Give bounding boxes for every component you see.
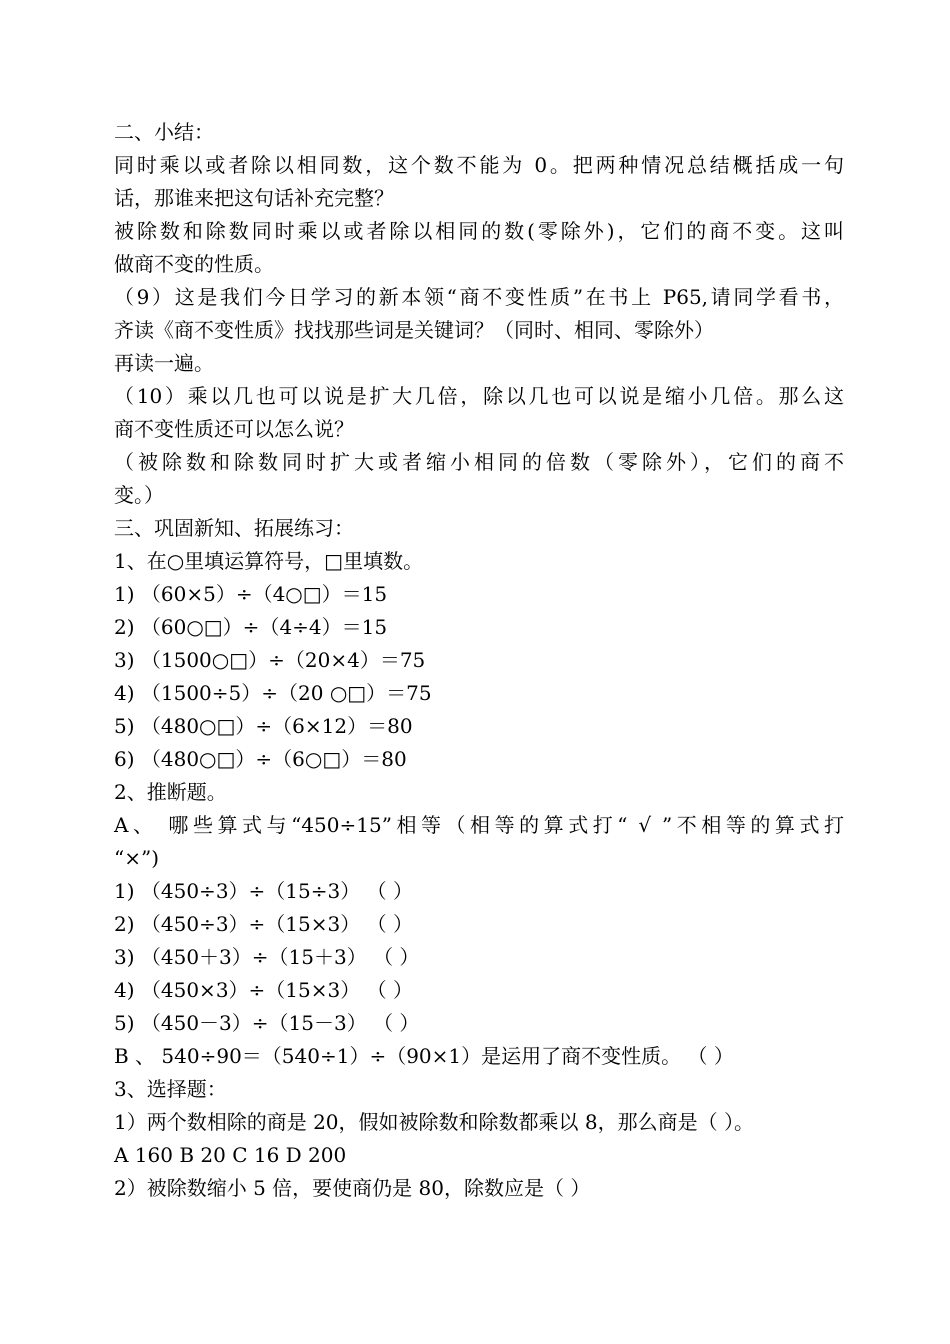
exercise-item: 1) （60×5）÷（4○□）＝15 — [114, 582, 388, 606]
paragraph-line: 做商不变的性质。 — [114, 252, 274, 276]
exercise-item: 5) （480○□）÷（6×12）＝80 — [114, 714, 413, 738]
exercise-instruction: 2、推断题。 — [114, 780, 227, 804]
exercise-item: 5) （450－3）÷（15－3） （ ） — [114, 1011, 420, 1035]
exercise-item: 3) （1500○□）÷（20×4）＝75 — [114, 648, 426, 672]
exercise-item: 2）被除数缩小 5 倍，要使商仍是 80，除数应是（ ） — [114, 1176, 591, 1200]
paragraph-line: 齐读《商不变性质》找找那些词是关键词？（同时、相同、零除外） — [114, 318, 714, 342]
exercise-item: 1) （450÷3）÷（15÷3） （ ） — [114, 879, 413, 903]
paragraph-line: 再读一遍。 — [114, 351, 214, 375]
exercise-item: B 、 540÷90＝（540÷1）÷（90×1）是运用了商不变性质。 （ ） — [114, 1044, 734, 1068]
exercise-item: 2) （60○□）÷（4÷4）＝15 — [114, 615, 388, 639]
exercise-item: 3) （450＋3）÷（15＋3） （ ） — [114, 945, 420, 969]
exercise-item: 4) （1500÷5）÷（20 ○□）＝75 — [114, 681, 432, 705]
exercise-item: 4) （450×3）÷（15×3） （ ） — [114, 978, 413, 1002]
paragraph-line: 被除数和除数同时乘以或者除以相同的数(零除外)，它们的商不变。这叫 — [114, 219, 844, 243]
exercise-item: 6) （480○□）÷（6○□）＝80 — [114, 747, 407, 771]
paragraph-line: 话，那谁来把这句话补充完整？ — [114, 186, 394, 210]
paragraph-line: （9）这是我们今日学习的新本领“商不变性质”在书上 P65,请同学看书， — [114, 285, 844, 309]
exercise-instruction: 1、在○里填运算符号，□里填数。 — [114, 549, 424, 573]
document-body — [114, 116, 844, 1205]
section-heading-practice: 三、巩固新知、拓展练习： — [114, 516, 354, 540]
paragraph-line: 商不变性质还可以怎么说？ — [114, 417, 354, 441]
exercise-instruction: 3、选择题： — [114, 1077, 227, 1101]
section-heading-summary: 二、小结： — [114, 120, 214, 144]
paragraph-line: 变。） — [114, 483, 164, 507]
exercise-instruction: “×”) — [114, 846, 160, 870]
exercise-item: 1）两个数相除的商是 20，假如被除数和除数都乘以 8，那么商是（ ）。 — [114, 1110, 754, 1134]
paragraph-line: （10）乘以几也可以说是扩大几倍，除以几也可以说是缩小几倍。那么这 — [114, 384, 844, 408]
exercise-item: 2) （450÷3）÷（15×3） （ ） — [114, 912, 413, 936]
exercise-options: A 160 B 20 C 16 D 200 — [114, 1143, 347, 1167]
paragraph-line: 同时乘以或者除以相同数，这个数不能为 0。把两种情况总结概括成一句 — [114, 153, 844, 177]
paragraph-line: （被除数和除数同时扩大或者缩小相同的倍数（零除外），它们的商不 — [114, 450, 844, 474]
exercise-instruction: A、 哪些算式与“450÷15”相等（相等的算式打“ √ ”不相等的算式打 — [114, 813, 844, 837]
